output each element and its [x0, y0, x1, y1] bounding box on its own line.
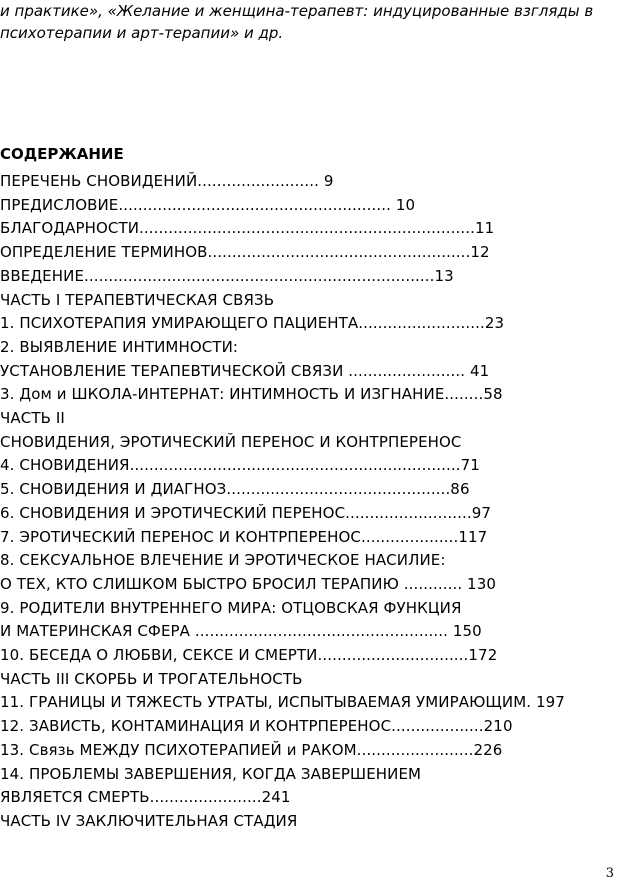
toc-entry: ПЕРЕЧЕНЬ СНОВИДЕНИЙ......................... 9 [0, 172, 334, 190]
toc-entry: И МАТЕРИНСКАЯ СФЕРА .................................................... 150 [0, 622, 482, 641]
toc-entry: ЧАСТЬ I ТЕРАПЕВТИЧЕСКАЯ СВЯЗЬ [0, 290, 275, 309]
toc-entry: ОПРЕДЕЛЕНИЕ ТЕРМИНОВ......................................................12 [0, 243, 490, 262]
intro-line: и практике», «Желание и женщина-терапевт: индуцированные взгляды в [0, 2, 594, 20]
toc-entry: 6. СНОВИДЕНИЯ И ЭРОТИЧЕСКИЙ ПЕРЕНОС..........................97 [0, 503, 492, 522]
toc-entry: ЧАСТЬ III СКОРБЬ И ТРОГАТЕЛЬНОСТЬ [0, 669, 303, 688]
toc-entry: ЧАСТЬ IV ЗАКЛЮЧИТЕЛЬНАЯ СТАДИЯ [0, 811, 298, 830]
toc-entry: ВВЕДЕНИЕ........................................................................13 [0, 266, 454, 285]
toc-entry: 9. РОДИТЕЛИ ВНУТРЕННЕГО МИРА: ОТЦОВСКАЯ ФУНКЦИЯ [0, 598, 462, 617]
toc-entry: 2. ВЫЯВЛЕНИЕ ИНТИМНОСТИ: [0, 337, 239, 356]
toc-entry: ПРЕДИСЛОВИЕ........................................................ 10 [0, 195, 416, 214]
table-of-contents [0, 170, 620, 834]
toc-entry: 7. ЭРОТИЧЕСКИЙ ПЕРЕНОС И КОНТРПЕРЕНОС....................117 [0, 527, 488, 546]
intro-line: психотерапии и арт-терапии» и др. [0, 24, 284, 42]
toc-entry: 14. ПРОБЛЕМЫ ЗАВЕРШЕНИЯ, КОГДА ЗАВЕРШЕНИЕМ [0, 764, 422, 783]
toc-entry: БЛАГОДАРНОСТИ.....................................................................11 [0, 219, 495, 238]
toc-entry: СНОВИДЕНИЯ, ЭРОТИЧЕСКИЙ ПЕРЕНОС И КОНТРПЕРЕНОС [0, 432, 462, 451]
toc-entry: 8. СЕКСУАЛЬНОЕ ВЛЕЧЕНИЕ И ЭРОТИЧЕСКОЕ НАСИЛИЕ: [0, 551, 446, 570]
toc-entry: 5. СНОВИДЕНИЯ И ДИАГНОЗ..............................................86 [0, 480, 470, 499]
intro-paragraph [0, 0, 620, 44]
toc-entry: УСТАНОВЛЕНИЕ ТЕРАПЕВТИЧЕСКОЙ СВЯЗИ ........................ 41 [0, 361, 490, 380]
toc-entry: ЧАСТЬ II [0, 409, 65, 428]
toc-entry: 11. ГРАНИЦЫ И ТЯЖЕСТЬ УТРАТЫ, ИСПЫТЫВАЕМАЯ УМИРАЮЩИМ. 197 [0, 693, 565, 712]
toc-entry: 12. ЗАВИСТЬ, КОНТАМИНАЦИЯ И КОНТРПЕРЕНОС...................210 [0, 717, 513, 736]
toc-heading: СОДЕРЖАНИЕ [0, 145, 124, 163]
toc-entry: 13. Связь МЕЖДУ ПСИХОТЕРАПИЕЙ и РАКОМ........................226 [0, 740, 503, 759]
toc-entry: 3. Дом и ШКОЛА-ИНТЕРНАТ: ИНТИМНОСТЬ И ИЗГНАНИЕ........58 [0, 385, 503, 404]
page-number: 3 [605, 866, 614, 881]
toc-entry: 4. СНОВИДЕНИЯ....................................................................71 [0, 456, 480, 475]
toc-entry: 10. БЕСЕДА О ЛЮБВИ, СЕКСЕ И СМЕРТИ...............................172 [0, 646, 498, 665]
toc-entry: 1. ПСИХОТЕРАПИЯ УМИРАЮЩЕГО ПАЦИЕНТА..........................23 [0, 314, 505, 333]
toc-entry: ЯВЛЯЕТСЯ СМЕРТЬ.......................241 [0, 788, 291, 807]
toc-entry: О ТЕХ, КТО СЛИШКОМ БЫСТРО БРОСИЛ ТЕРАПИЮ ............ 130 [0, 574, 496, 593]
